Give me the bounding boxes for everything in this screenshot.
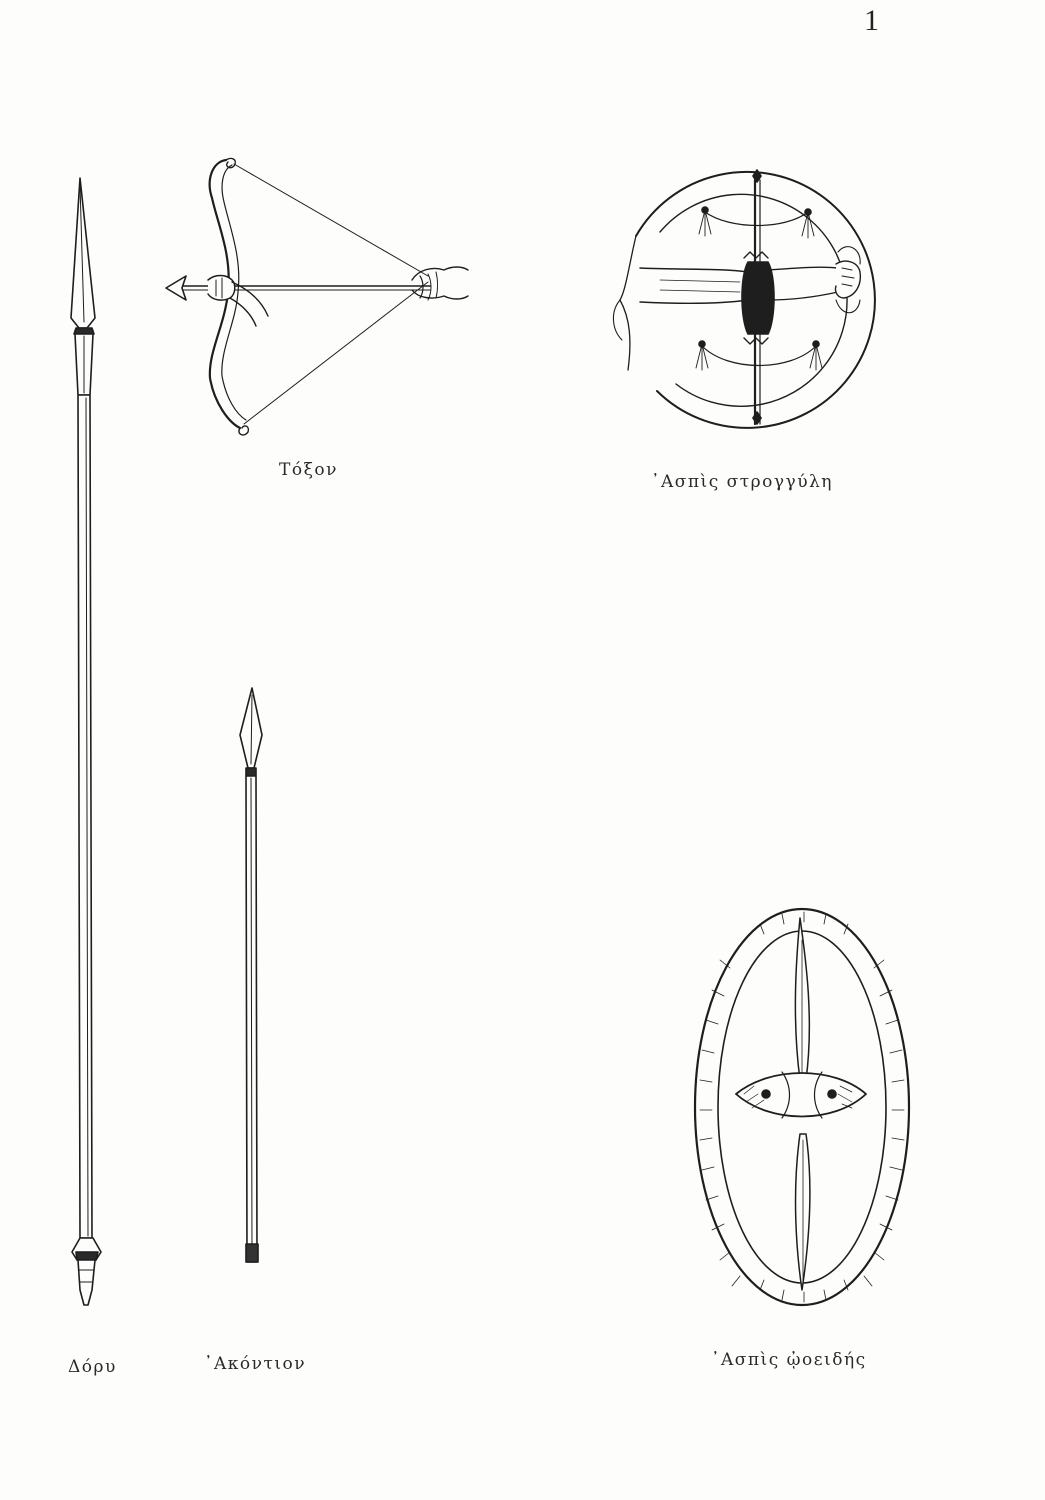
spear-caption: Δόρυ (68, 1357, 117, 1377)
page-number: 1 (864, 4, 879, 37)
bow-drawing (166, 158, 468, 435)
round-shield-drawing (613, 170, 874, 428)
javelin-caption: ᾿Ακόντιον (204, 1354, 307, 1374)
round-shield-caption: ᾿Ασπὶς στρογγύλη (651, 472, 833, 492)
oval-shield-caption: ᾿Ασπὶς ᾠοειδής (711, 1350, 867, 1370)
oval-shield-drawing (695, 909, 909, 1305)
spear-drawing (71, 178, 101, 1305)
bow-caption: Τόξον (279, 460, 339, 480)
javelin-drawing (240, 688, 262, 1262)
